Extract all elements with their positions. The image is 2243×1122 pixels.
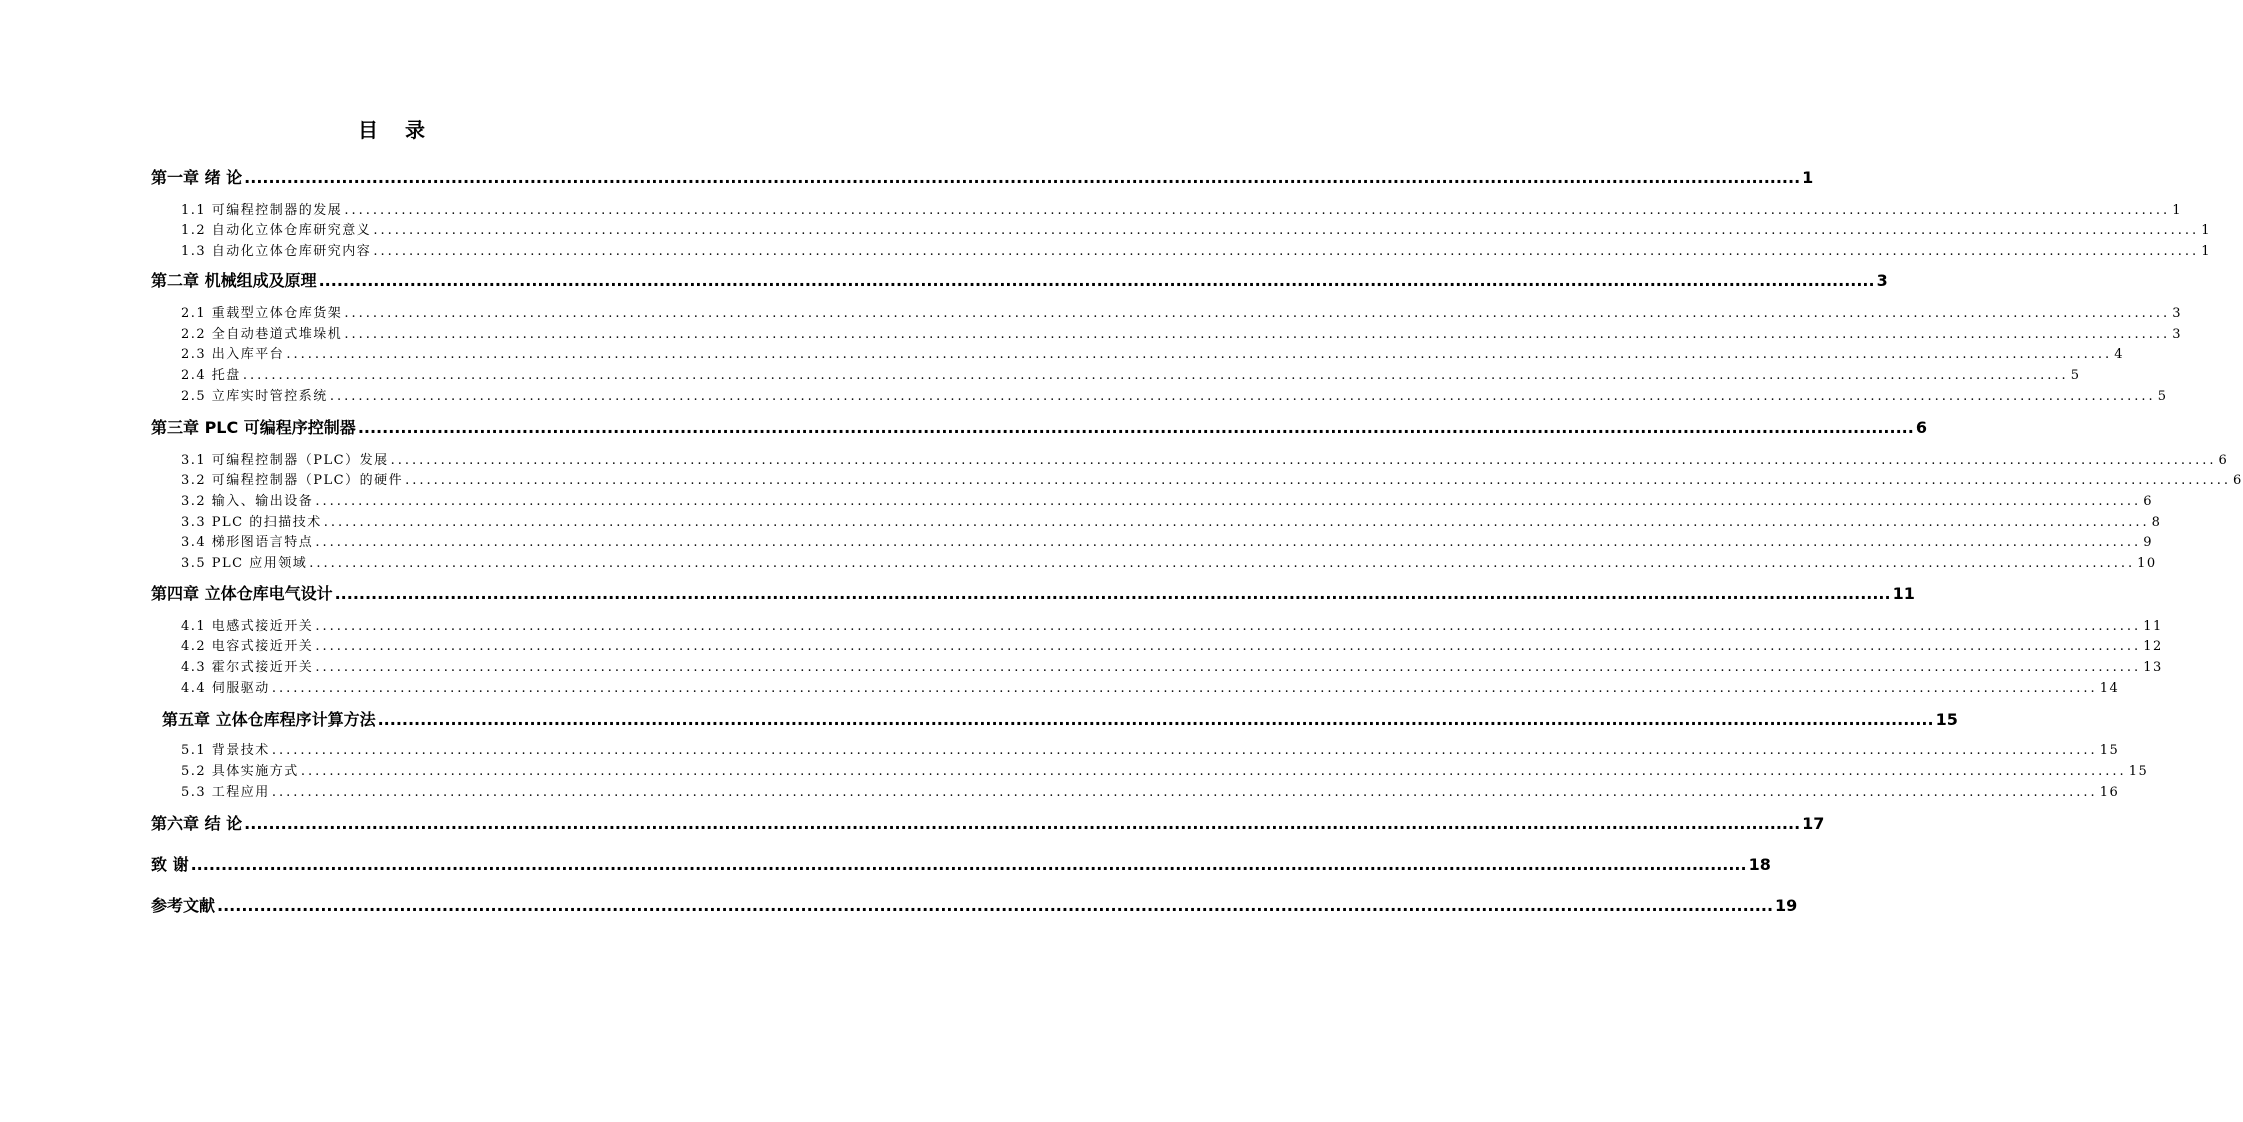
toc-page-number: 16 xyxy=(2099,785,2120,800)
toc-section-label: 4.3 霍尔式接近开关 xyxy=(181,660,314,675)
toc-page-number: 15 xyxy=(1935,710,1958,729)
toc-page-number: 12 xyxy=(2143,639,2163,654)
toc-leader: ................................................................................................................................................................................................................................................................ xyxy=(357,418,1914,437)
toc-section-5-1[interactable] xyxy=(181,739,2120,758)
toc-leader: ................................................................................................................................................................................................................................................................ xyxy=(315,535,2142,550)
toc-page-number: 6 xyxy=(2218,453,2229,468)
toc-section-label: 2.1 重载型立体仓库货架 xyxy=(181,306,343,321)
toc-section-label: 3.2 可编程控制器（PLC）的硬件 xyxy=(181,473,404,488)
toc-chapter-label: 第一章 绪 论 xyxy=(151,168,243,187)
toc-leader: ................................................................................................................................................................................................................................................................ xyxy=(344,327,2171,342)
toc-leader: ................................................................................................................................................................................................................................................................ xyxy=(373,223,2200,238)
toc-section-2-3[interactable] xyxy=(181,343,2124,362)
toc-leader: ................................................................................................................................................................................................................................................................ xyxy=(315,619,2142,634)
toc-leader: ................................................................................................................................................................................................................................................................ xyxy=(377,710,1934,729)
toc-chapter-label: 第四章 立体仓库电气设计 xyxy=(151,584,333,603)
toc-section-label: 2.5 立库实时管控系统 xyxy=(181,389,328,404)
toc-page-number: 18 xyxy=(1748,855,1771,874)
toc-section-label: 1.2 自动化立体仓库研究意义 xyxy=(181,223,372,238)
toc-page-number: 3 xyxy=(2172,306,2182,321)
toc-leader: ................................................................................................................................................................................................................................................................ xyxy=(373,244,2200,259)
toc-chapter-label: 第三章 PLC 可编程序控制器 xyxy=(151,418,356,437)
toc-leader: ................................................................................................................................................................................................................................................................ xyxy=(344,306,2171,321)
toc-page-number: 1 xyxy=(2172,203,2182,218)
toc-section-label: 3.4 梯形图语言特点 xyxy=(181,535,314,550)
toc-page-number: 6 xyxy=(2143,494,2153,509)
toc-section-label: 5.2 具体实施方式 xyxy=(181,764,299,779)
toc-page-number: 1 xyxy=(1802,168,1814,187)
toc-section-1-3[interactable] xyxy=(181,240,2211,259)
toc-leader: ................................................................................................................................................................................................................................................................ xyxy=(344,203,2171,218)
toc-page-number: 13 xyxy=(2143,660,2163,675)
toc-page-number: 5 xyxy=(2070,368,2081,383)
toc-page-number: 10 xyxy=(2137,556,2157,571)
toc-section-label: 5.3 工程应用 xyxy=(181,785,270,800)
toc-section-label: 3.2 输入、输出设备 xyxy=(181,494,314,509)
toc-section-1-1[interactable] xyxy=(181,199,2182,218)
toc-leader: ................................................................................................................................................................................................................................................................ xyxy=(242,368,2069,383)
toc-leader: ................................................................................................................................................................................................................................................................ xyxy=(271,785,2098,800)
toc-page-number: 5 xyxy=(2157,389,2168,404)
toc-section-3-2[interactable] xyxy=(181,469,2243,488)
toc-leader: ................................................................................................................................................................................................................................................................ xyxy=(315,494,2142,509)
toc-page-number: 15 xyxy=(2128,764,2149,779)
toc-page-number: 1 xyxy=(2201,223,2211,238)
toc-chapter-label: 参考文献 xyxy=(151,896,216,915)
toc-section-2-2[interactable] xyxy=(181,323,2182,342)
toc-leader: ................................................................................................................................................................................................................................................................ xyxy=(334,584,1891,603)
toc-chapter-5[interactable] xyxy=(162,707,1958,730)
toc-leader: ................................................................................................................................................................................................................................................................ xyxy=(309,556,2136,571)
toc-chapter-2[interactable] xyxy=(151,268,1888,291)
toc-section-label: 2.3 出入库平台 xyxy=(181,347,285,362)
toc-references[interactable] xyxy=(151,893,1798,916)
toc-page-number: 6 xyxy=(2233,473,2243,488)
toc-page-number: 4 xyxy=(2114,347,2124,362)
toc-leader: ................................................................................................................................................................................................................................................................ xyxy=(217,896,1774,915)
toc-chapter-label: 致 谢 xyxy=(151,855,189,874)
toc-page-number: 6 xyxy=(1915,418,1927,437)
toc-section-3-4[interactable] xyxy=(181,511,2162,530)
toc-leader: ................................................................................................................................................................................................................................................................ xyxy=(315,639,2142,654)
toc-chapter-label: 第二章 机械组成及原理 xyxy=(151,271,317,290)
toc-section-4-2[interactable] xyxy=(181,635,2163,654)
toc-leader: ................................................................................................................................................................................................................................................................ xyxy=(390,453,2217,468)
toc-leader: ................................................................................................................................................................................................................................................................ xyxy=(271,743,2098,758)
toc-page-number: 14 xyxy=(2099,681,2120,696)
toc-leader: ................................................................................................................................................................................................................................................................ xyxy=(323,515,2150,530)
toc-section-4-1[interactable] xyxy=(181,615,2163,634)
toc-section-label: 1.3 自动化立体仓库研究内容 xyxy=(181,244,372,259)
toc-leader: ................................................................................................................................................................................................................................................................ xyxy=(286,347,2113,362)
toc-section-5-2[interactable] xyxy=(181,760,2149,779)
toc-page-number: 3 xyxy=(2172,327,2182,342)
toc-acknowledgements[interactable] xyxy=(151,852,1771,875)
toc-section-3-5[interactable] xyxy=(181,531,2153,550)
toc-leader: ................................................................................................................................................................................................................................................................ xyxy=(329,389,2156,404)
toc-section-label: 1.1 可编程控制器的发展 xyxy=(181,203,343,218)
toc-leader: ................................................................................................................................................................................................................................................................ xyxy=(190,855,1747,874)
toc-page-number: 1 xyxy=(2201,244,2211,259)
toc-leader: ................................................................................................................................................................................................................................................................ xyxy=(318,271,1875,290)
toc-section-3-1[interactable] xyxy=(181,449,2229,468)
toc-section-label: 3.3 PLC 的扫描技术 xyxy=(181,515,322,530)
toc-section-label: 4.4 伺服驱动 xyxy=(181,681,270,696)
toc-page-number: 8 xyxy=(2151,515,2162,530)
toc-section-4-3[interactable] xyxy=(181,656,2163,675)
toc-section-label: 3.5 PLC 应用领域 xyxy=(181,556,308,571)
toc-chapter-4[interactable] xyxy=(151,581,1915,604)
toc-leader: ................................................................................................................................................................................................................................................................ xyxy=(271,681,2098,696)
toc-leader: ................................................................................................................................................................................................................................................................ xyxy=(405,473,2232,488)
toc-section-label: 2.4 托盘 xyxy=(181,368,241,383)
toc-section-1-2[interactable] xyxy=(181,219,2211,238)
toc-page-number: 3 xyxy=(1876,271,1888,290)
toc-chapter-3[interactable] xyxy=(151,415,1927,438)
toc-section-3-3[interactable] xyxy=(181,490,2153,509)
toc-page-number: 15 xyxy=(2099,743,2120,758)
toc-section-2-4[interactable] xyxy=(181,364,2081,383)
toc-section-label: 3.1 可编程控制器（PLC）发展 xyxy=(181,453,389,468)
toc-page-number: 19 xyxy=(1775,896,1798,915)
toc-page-number: 11 xyxy=(1892,584,1915,603)
toc-leader: ................................................................................................................................................................................................................................................................ xyxy=(300,764,2127,779)
toc-section-label: 4.2 电容式接近开关 xyxy=(181,639,314,654)
toc-leader: ................................................................................................................................................................................................................................................................ xyxy=(244,814,1801,833)
toc-section-2-5[interactable] xyxy=(181,385,2168,404)
page-title: 目 录 xyxy=(358,118,435,142)
toc-page-number: 11 xyxy=(2143,619,2163,634)
toc-chapter-label: 第五章 立体仓库程序计算方法 xyxy=(162,710,376,729)
toc-chapter-6[interactable] xyxy=(151,811,1825,834)
toc-leader: ................................................................................................................................................................................................................................................................ xyxy=(315,660,2142,675)
toc-section-label: 4.1 电感式接近开关 xyxy=(181,619,314,634)
toc-page-number: 9 xyxy=(2143,535,2153,550)
toc-section-3-6[interactable] xyxy=(181,552,2157,571)
toc-leader: ................................................................................................................................................................................................................................................................ xyxy=(244,168,1801,187)
toc-section-4-4[interactable] xyxy=(181,677,2120,696)
toc-chapter-1[interactable] xyxy=(151,165,1814,188)
toc-section-2-1[interactable] xyxy=(181,302,2182,321)
toc-section-label: 5.1 背景技术 xyxy=(181,743,270,758)
toc-section-label: 2.2 全自动巷道式堆垛机 xyxy=(181,327,343,342)
toc-chapter-label: 第六章 结 论 xyxy=(151,814,243,833)
toc-section-5-3[interactable] xyxy=(181,781,2120,800)
toc-page-number: 17 xyxy=(1802,814,1825,833)
